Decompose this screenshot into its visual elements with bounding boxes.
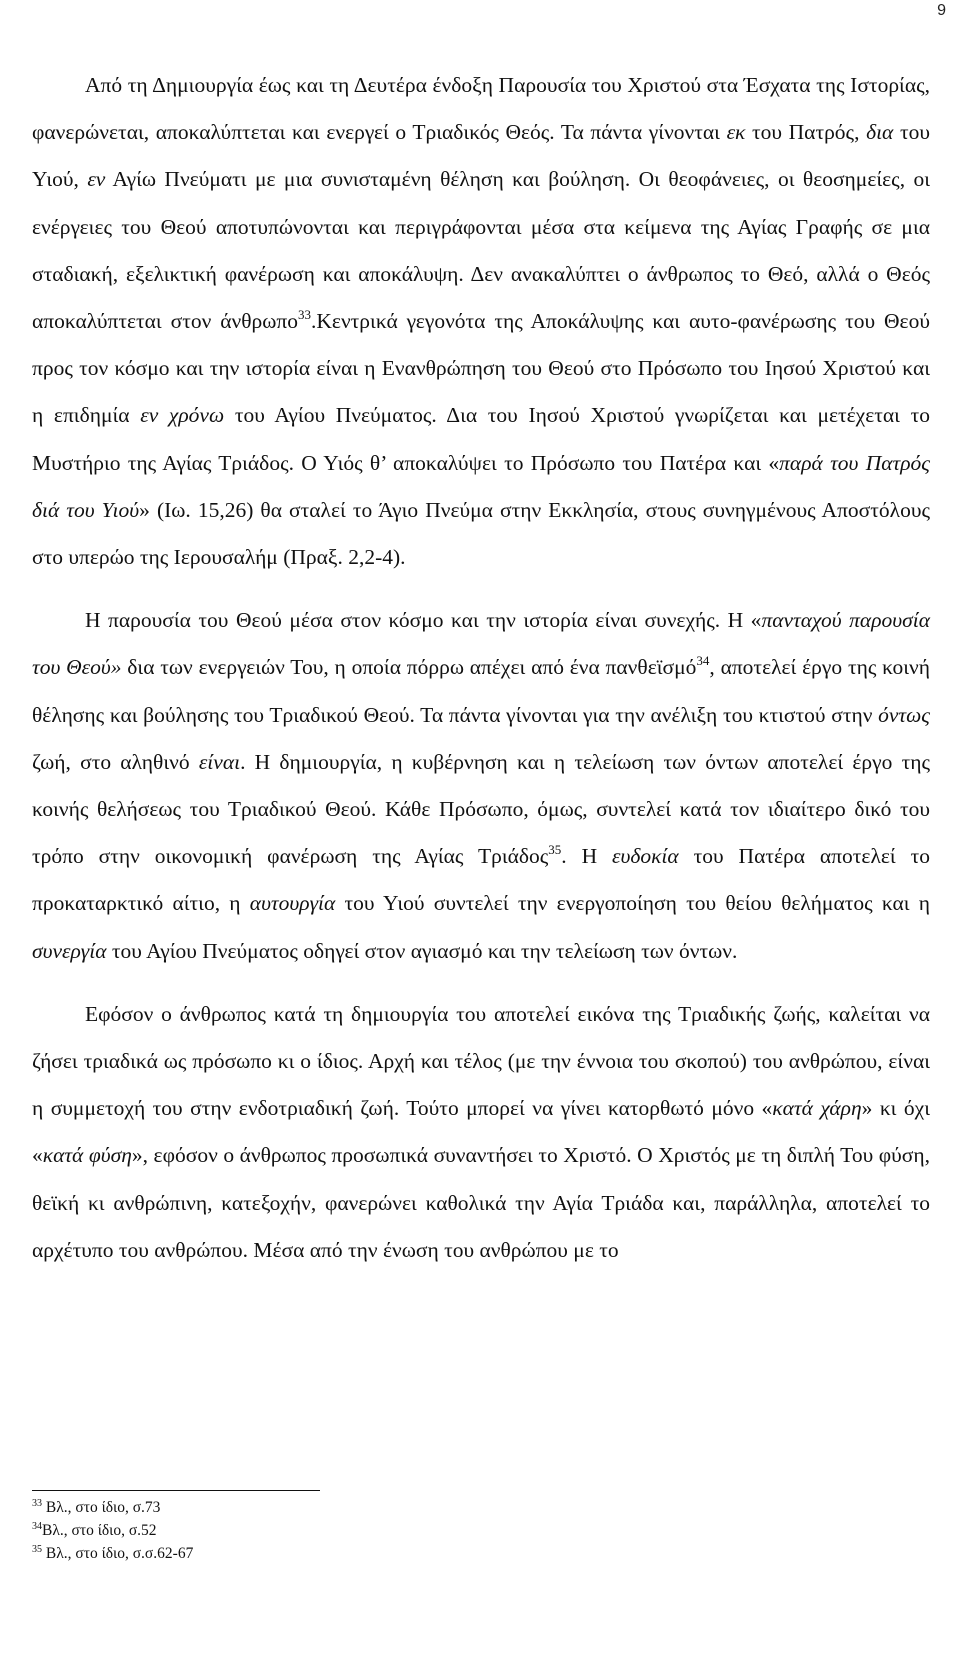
text-run: » κι όχι « — [32, 1096, 930, 1168]
text-run: του Πατέρα αποτελεί το προκαταρκτικό αίτιο, η — [32, 844, 930, 916]
footnote-34 — [32, 1519, 193, 1542]
italic-text: αυτουργία — [249, 891, 336, 916]
text-run: του Αγίου Πνεύματος οδηγεί στον αγιασμό και την τελείωση των όντων. — [106, 938, 738, 963]
text-run: του Πατρός, — [745, 120, 867, 145]
text-run: . Η — [561, 844, 613, 869]
footnote-reference: 34 — [696, 653, 710, 669]
page-number: 9 — [937, 2, 946, 19]
italic-text: όντως — [878, 702, 930, 727]
footnote-35 — [32, 1542, 193, 1565]
paragraph-3 — [32, 991, 930, 1274]
paragraph-1 — [32, 62, 930, 581]
footnote-text: Βλ., στο ίδιο, σ.52 — [42, 1522, 157, 1539]
text-run: του Υιού συντελεί την ενεργοποίηση του θείου θελήματος και η — [335, 891, 930, 916]
italic-text: εκ — [726, 120, 746, 145]
italic-text: δια — [866, 120, 894, 145]
footnote-separator — [32, 1490, 320, 1491]
italic-text: ευδοκία — [612, 844, 679, 869]
footnote-33 — [32, 1496, 193, 1519]
text-run: Εφόσον ο άνθρωπος κατά τη δημιουργία του αποτελεί εικόνα της Τριαδικής ζωής, καλείται να ζήσει τριαδικά ως πρόσωπο κι ο ίδιος. Αρχή και τέλος (με την έννοια του σκοπού) του ανθρώπου, είναι η συμμετοχή του στην ενδοτριαδική ζωή. Τούτο μπορεί να γίνει κατορθωτό μόνο « — [32, 1001, 930, 1121]
italic-text: παρά του Πατρός διά του Υιού — [32, 450, 930, 522]
footnote-number: 35 — [32, 1544, 42, 1555]
footnotes — [32, 1496, 193, 1565]
footnote-text: Βλ., στο ίδιο, σ.73 — [42, 1499, 161, 1516]
body-text — [32, 62, 930, 1274]
italic-text: πανταχού παρουσία του Θεού» — [32, 608, 931, 680]
text-run: », εφόσον ο άνθρωπος προσωπικά συναντήσει το Χριστό. Ο Χριστός με τη διπλή Του φύση, θεϊκή κι ανθρώπινη, κατεξοχήν, φανερώνει καθολικά την Αγία Τριάδα και, παράλληλα, αποτελεί το αρχέτυπο του ανθρώπου. Μέσα από την ένωση του ανθρώπου με το — [32, 1143, 930, 1262]
footnote-text: Βλ., στο ίδιο, σ.σ.62-67 — [42, 1545, 194, 1562]
text-run: του Υιού, — [32, 120, 930, 192]
text-run: ζωή, στο αληθινό — [32, 749, 199, 774]
text-run: » (Ιω. 15,26) θα σταλεί το Άγιο Πνεύμα στην Εκκλησία, στους συνηγμένους Αποστόλους στο υπερώο της Ιερουσαλήμ (Πραξ. 2,2-4). — [32, 497, 930, 570]
footnote-reference: 33 — [298, 307, 312, 323]
italic-text: εν — [87, 167, 106, 192]
text-run: .Κεντρικά γεγονότα της Αποκάλυψης και αυτο-φανέρωσης του Θεού προς τον κόσμο και την ιστορία είναι η Ενανθρώπηση του Θεού στο Πρόσωπο του Ιησού Χριστού και η επιδημία — [32, 309, 930, 428]
italic-text: κατά χάρη — [772, 1096, 862, 1121]
italic-text: εν χρόνω — [140, 403, 225, 428]
text-run: δια των ενεργειών Του, η οποία πόρρω απέχει από ένα πανθεϊσμό — [121, 655, 697, 680]
italic-text: κατά φύση — [42, 1143, 132, 1168]
footnote-reference: 35 — [548, 842, 562, 858]
text-run: Από τη Δημιουργία έως και τη Δευτέρα ένδοξη Παρουσία του Χριστού στα Έσχατα της Ιστορίας, φανερώνεται, αποκαλύπτεται και ενεργεί ο Τριαδικός Θεός. Τα πάντα γίνονται — [32, 73, 930, 145]
text-run: Η παρουσία του Θεού μέσα στον κόσμο και την ιστορία είναι συνεχής. Η « — [85, 608, 762, 633]
text-run: του Αγίου Πνεύματος. Δια του Ιησού Χριστού γνωρίζεται και μετέχεται το Μυστήριο της Αγίας Τριάδος. Ο Υιός θ’ αποκαλύψει το Πρόσωπο του Πατέρα και « — [32, 403, 930, 475]
italic-text: συνεργία — [32, 938, 107, 963]
paragraph-2 — [32, 597, 930, 975]
text-run: , αποτελεί έργο της κοινή θέλησης και βούλησης του Τριαδικού Θεού. Τα πάντα γίνονται για την ανέλιξη του κτιστού στην — [32, 655, 930, 727]
text-run: Αγίω Πνεύματι με μια συνισταμένη θέληση και βούληση. Οι θεοφάνειες, οι θεοσημείες, οι ενέργειες του Θεού αποτυπώνονται και περιγράφονται μέσα στα κείμενα της Αγίας Γραφής σε μια σταδιακή, εξελικτική φανέρωση και αποκάλυψη. Δεν ανακαλύπτει ο άνθρωπος το Θεό, αλλά ο Θεός αποκαλύπτεται στον άνθρωπο — [32, 167, 931, 334]
footnote-number: 34 — [32, 1521, 42, 1532]
text-run: . Η δημιουργία, η κυβέρνηση και η τελείωση των όντων αποτελεί έργο της κοινής θελήσεως του Τριαδικού Θεού. Κάθε Πρόσωπο, όμως, συντελεί κατά τον ιδιαίτερο δικό του τρόπο στην οικονομική φανέρωση της Αγίας Τριάδος — [32, 749, 930, 869]
footnote-number: 33 — [32, 1498, 42, 1509]
italic-text: είναι — [198, 749, 241, 774]
